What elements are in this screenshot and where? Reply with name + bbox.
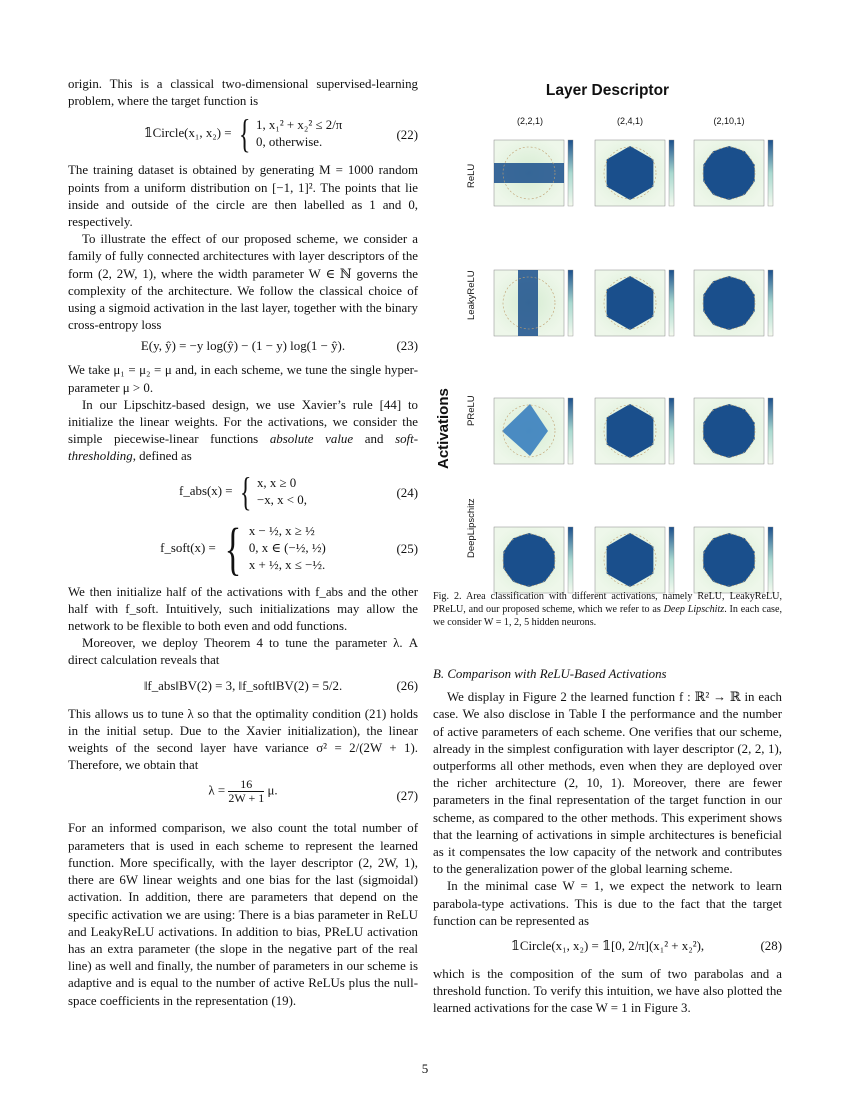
paragraph: In our Lipschitz-based design, we use Xavier’s rule [44] to initialize the linear weights. For the activations, we consider the simple piecewise-linear functions absolute value and soft-thresholding, defined as (68, 397, 418, 464)
paragraph: origin. This is a classical two-dimensional supervised-learning problem, where the target function is (68, 77, 418, 109)
section-heading: B. Comparison with ReLU-Based Activations (433, 667, 667, 681)
heatmap-panel (688, 523, 781, 599)
figure-caption: Fig. 2. Area classification with different activations, namely ReLU, LeakyReLU, PReLU, and our proposed scheme, which we refer to as Deep Lipschitz. In each case, we consider W = 1, 2, 5 hidden neurons. (433, 591, 782, 629)
row-label-deeplipschitz: DeepLipschitz (466, 498, 477, 558)
equation-number: (25) (396, 541, 418, 556)
equation-23: E(y, ŷ) = −y log(ŷ) − (1 − y) log(1 − ŷ). (23) (68, 338, 418, 358)
heatmap-panel (589, 136, 682, 212)
colorbar (568, 527, 573, 593)
colorbar (669, 140, 674, 206)
heatmap-panel (488, 266, 581, 342)
paragraph: In the minimal case W = 1, we expect the network to learn parabola-type activations. This is due to the fact that the target function can be represented as (433, 879, 782, 928)
equation-24: f_abs(x) = { x, x ≥ 0 −x, x < 0, (24) (179, 468, 418, 514)
paragraph: To illustrate the effect of our proposed scheme, we consider a family of fully connected architectures with layer descriptors of the form (2, 2W, 1), where the width parameter W ∈ ℕ governs the complexity of the architecture. We follow the classical choice of using a sigmoid activation in the last layer, together with the binary cross-entropy loss (68, 232, 418, 333)
equation-number: (24) (396, 485, 418, 500)
column-title: (2,10,1) (713, 116, 745, 126)
figure-title: Layer Descriptor (545, 82, 670, 99)
page-number: 5 (421, 1061, 429, 1076)
heatmap-panel (488, 136, 581, 212)
colorbar (768, 398, 773, 464)
equation-number: (22) (396, 128, 418, 143)
heatmap-panel (589, 523, 682, 599)
equation-number: (26) (396, 678, 418, 693)
decision-region (518, 270, 538, 336)
paragraph: We then initialize half of the activations with f_abs and the other half with f_soft. Intuitively, such initializations may allow the network to be flexible to both even and odd functions. (68, 584, 418, 634)
colorbar (669, 270, 674, 336)
equation-number: (27) (396, 789, 418, 804)
colorbar (768, 140, 773, 206)
heatmap-panel (589, 266, 682, 342)
paragraph: This allows us to tune λ so that the optimality condition (21) holds in the initial setup. Due to the Xavier initialization), the linear weights of the second layer have variance σ² = 2/(2W + 1). Therefore, we obtain that (68, 706, 418, 773)
paragraph: The training dataset is obtained by generating M = 1000 random points from a uniform distribution on [−1, 1]². The points that lie inside and outside of the circle are then labelled as 1 and 0, respectively. (68, 163, 418, 230)
heatmap-panel (488, 394, 581, 470)
paragraph: We display in Figure 2 the learned function f : ℝ² → ℝ in each case. We also disclose in Table I the performance and the number of active parameters of each scheme. One verifies that our scheme, already in the simplest configuration with layer descriptor (2, 2, 1), outperforms all other methods, even when they are deployed over the richer architecture (2, 10, 1). Moreover, there are fewer parameters in the final representation of the target function in our scheme, as compared to the other methods. This experiment shows that the learning of activations in simple architectures is beneficial as it compensates the low capacity of the network and contributes to the generalization power of the global learning scheme. (433, 690, 782, 877)
column-title: (2,4,1) (616, 116, 643, 126)
row-label-relu: ReLU (466, 163, 477, 188)
row-label-leakyrelu: LeakyReLU (466, 270, 477, 320)
colorbar (768, 527, 773, 593)
heatmap-panel (688, 136, 781, 212)
figure-2 (433, 76, 782, 566)
equation-number: (28) (760, 939, 782, 954)
equation-26: ‖f_abs‖BV(2) = 3, ‖f_soft‖BV(2) = 5/2. (26) (68, 678, 418, 698)
colorbar (768, 270, 773, 336)
colorbar (568, 140, 573, 206)
row-label-prelu: PReLU (466, 395, 477, 426)
colorbar (568, 270, 573, 336)
paragraph: which is the composition of the sum of two parabolas and a threshold function. To verify this intuition, we have also plotted the learned activations for the case W = 1 in Figure 3. (433, 967, 782, 1016)
column-title: (2,2,1) (516, 116, 543, 126)
left-column (68, 76, 418, 1010)
equation-22: 𝟙Circle(x₁, x₂) = { 1, x₁² + x₂² ≤ 2/π 0, otherwise. (22) (143, 111, 418, 157)
heatmap-panel (589, 394, 682, 470)
heatmap-panel (488, 523, 581, 599)
right-column (433, 666, 782, 1018)
equation-number: (23) (396, 339, 418, 354)
colorbar (568, 398, 573, 464)
decision-region (494, 163, 564, 183)
paragraph: Moreover, we deploy Theorem 4 to tune the parameter λ. A direct calculation reveals that (68, 636, 418, 668)
heatmap-panel (688, 394, 781, 470)
equation-25: f_soft(x) = { x − ½, x ≥ ½ 0, x ∈ (−½, ½) x + ½, x ≤ −½. (25) (160, 515, 418, 581)
heatmap-panel (688, 266, 781, 342)
paragraph: For an informed comparison, we also count the total number of parameters that is used in each scheme to represent the learned function. More specifically, with the layer descriptor (2, 2W, 1), there are 6W linear weights and one bias for the last (sigmoidal) activation. In addition, there are parameters that depend on the specific activation we are using: There is a bias parameter in ReLU and LeakyReLU activations. In addition to bias, PReLU activation has an extra parameter (the slope in the negative part of the real line) as well and finally, the number of parameters in our scheme is adaptive and is equal to the number of active ReLUs plus the null-space coefficients in the representation (19). (68, 821, 418, 1008)
paragraph: We take μ₁ = μ₂ = μ and, in each scheme, we tune the single hyper-parameter μ > 0. (68, 363, 418, 395)
equation-28: 𝟙Circle(x₁, x₂) = 𝟙[0, 2/π](x₁² + x₂²), (28) (433, 938, 782, 958)
equation-27: λ = $\frac{16}{2W + 1}$ μ. (27) (208, 777, 418, 806)
colorbar (669, 527, 674, 593)
colorbar (669, 398, 674, 464)
activations-axis-label: Activations (435, 388, 452, 469)
